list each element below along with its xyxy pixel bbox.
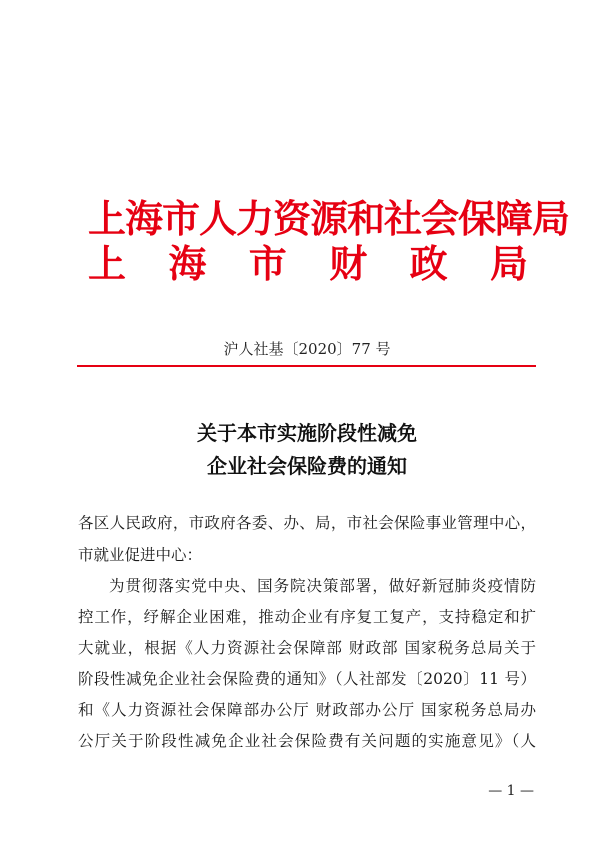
- paragraph-line: 控工作，纾解企业困难，推动企业有序复工复产，支持稳定和扩: [78, 608, 536, 626]
- addressee-line-2: 市就业促进中心：: [78, 546, 203, 564]
- issuer-finance-bureau: 上 海 市 财 政 局: [88, 241, 528, 286]
- paragraph-line: 和《人力资源社会保障部办公厅 财政部办公厅 国家税务总局办: [78, 701, 536, 719]
- red-separator-rule: [77, 365, 536, 367]
- addressee-line-1: 各区人民政府，市政府各委、办、局，市社会保险事业管理中心，: [78, 514, 536, 532]
- issuer-hr-bureau: 上海市人力资源和社会保障局: [88, 196, 570, 241]
- document-number: 沪人社基〔2020〕77 号: [223, 340, 391, 358]
- paragraph-line: 公厅关于阶段性减免企业社会保险费有关问题的实施意见》（人: [78, 732, 536, 750]
- paragraph-line: 为贯彻落实党中央、国务院决策部署，做好新冠肺炎疫情防: [109, 577, 536, 595]
- document-title-line-1: 关于本市实施阶段性减免: [197, 421, 417, 445]
- document-title-line-2: 企业社会保险费的通知: [207, 454, 407, 478]
- paragraph-line: 阶段性减免企业社会保险费的通知》（人社部发〔2020〕11 号）: [78, 670, 536, 688]
- paragraph-line: 大就业，根据《人力资源社会保障部 财政部 国家税务总局关于: [78, 639, 536, 657]
- page-number: — 1 —: [488, 783, 534, 799]
